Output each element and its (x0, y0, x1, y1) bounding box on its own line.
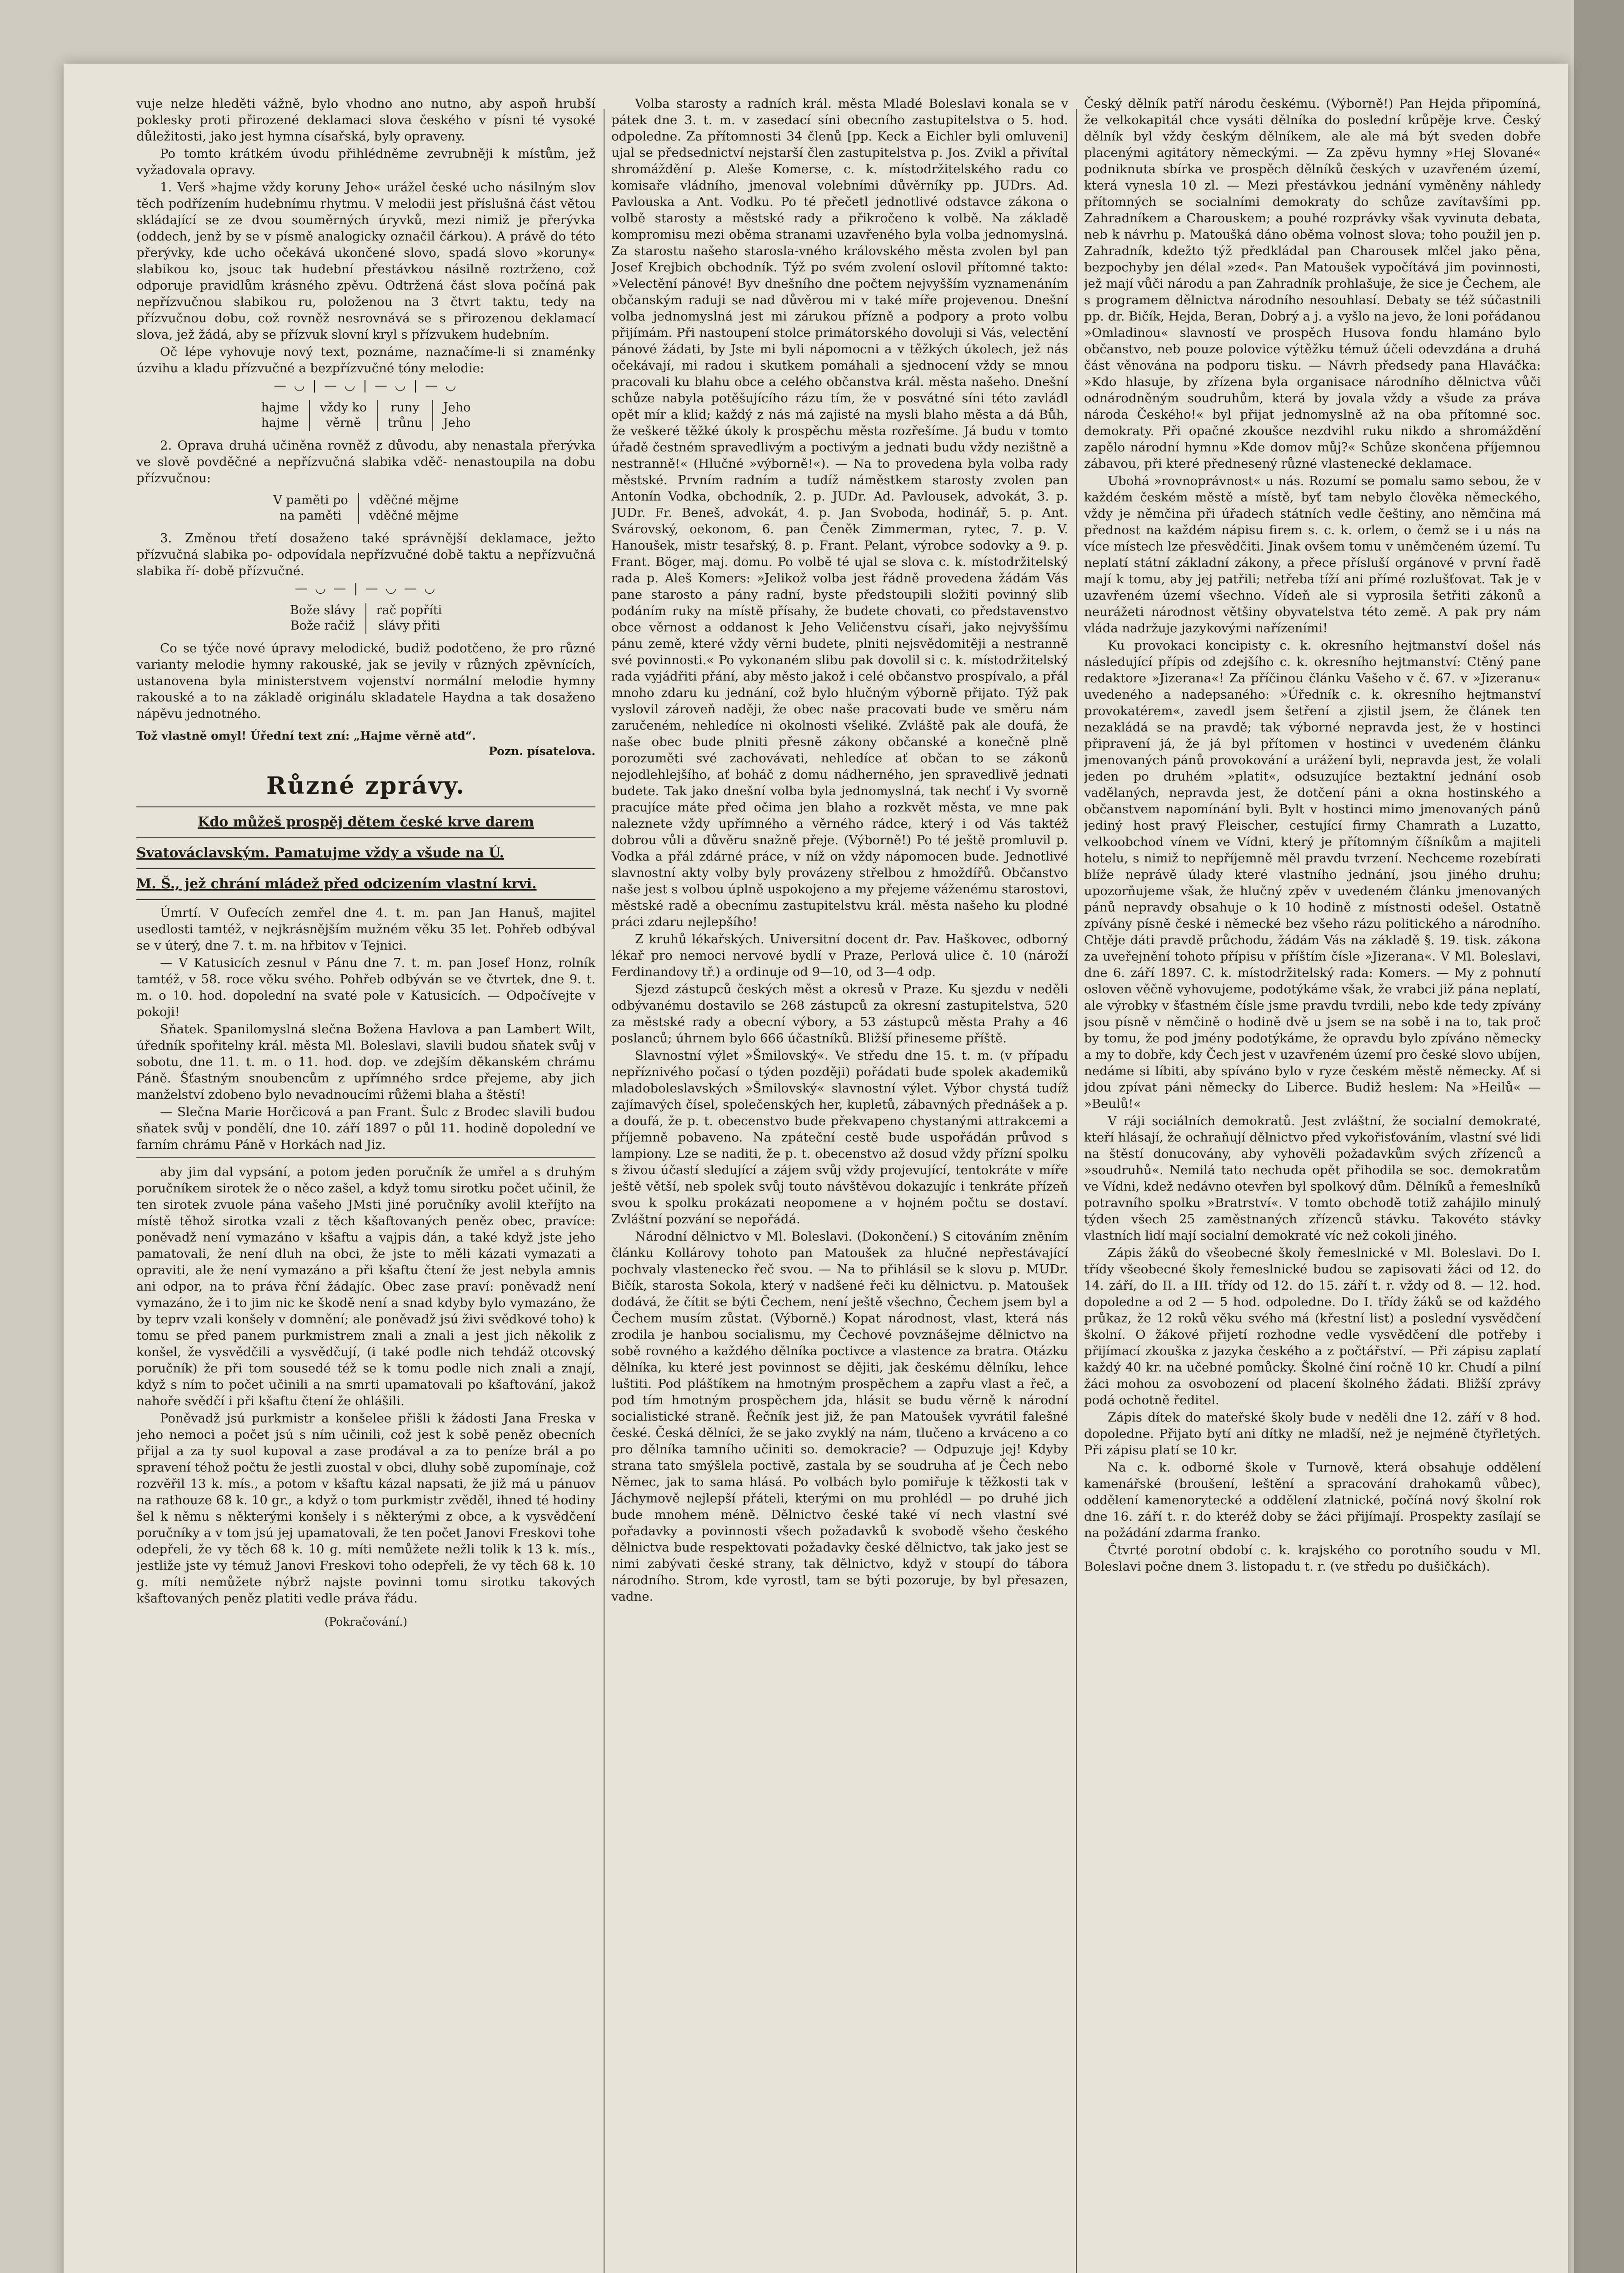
divider (136, 806, 595, 807)
news-item: Sjezd zástupců českých měst a okresů v Praze. Ku sjezdu v neděli odbývanému dostavilo se 268 zástupců za okresní zastupitelstva, 520 za městské rady a obecní výbory, a 53 zástupců města Prahy a 46 poslanců; úhrnem bylo 666 účastníků. Bližší přineseme příště. (611, 982, 1068, 1046)
news-item: Zápis dítek do mateřské školy bude v neděli dne 12. září v 8 hod. dopoledne. Přijato bytí ani dítky ne mladší, než je nejméně čtyřletých. Při zápisu platí se 10 kr. (1084, 1410, 1541, 1457)
news-item: Na c. k. odborné škole v Turnově, která obsahuje oddělení kamenářské (broušení, leštění a spracování drahokamů vůbec), oddělení kamenorytecké a oddělení zlatnické, počíná nový školní rok dne 16. září t. r. do kteréž doby se žáci přijímají. Prospekty zasílají se na požádání zdarma franko. (1084, 1460, 1541, 1540)
news-item: — V Katusicích zesnul v Pánu dne 7. t. m. pan Josef Honz, rolník tamtéž, v 58. roce věku svého. Pohřeb odbýván se ve čtvrtek, dne 9. t. m. o 10. hod. dopolední na svaté pole v Katusicích. — Odpočívejte v pokoji! (136, 956, 595, 1019)
divider (136, 837, 595, 838)
table-cell: Bože slávy (290, 603, 355, 617)
paragraph: 2. Oprava druhá učiněna rovněž z důvodu, aby nenastala přerývka ve slově povděčné a nepřízvučná slabika vděč- nenastoupila na dobu přízvučnou: (136, 438, 595, 486)
table-cell: hajme (261, 401, 299, 415)
news-item: Úmrtí. V Oufecích zemřel dne 4. t. m. pan Jan Hanuš, majitel usedlosti tamtéž, v nejkrásnějším mužném věku 35 let. Pohřeb odbýval se v úterý, dne 7. t. m. na hřbitov v Tejnici. (136, 906, 595, 953)
newspaper-page (64, 64, 1568, 2273)
melody-table-3 (280, 603, 452, 634)
news-item: Národní dělnictvo v Ml. Boleslavi. (Dokončení.) S citováním zněním článku Kollárovy tohoto pan Matoušek za hlučné nepřestávající pochvaly vlastenecko řeč svou. — Na to přihlásil se k slovu p. MUDr. Bičík, starosta Sokola, který v nadšené řeči ku dělnictvu. p. Matoušek dodává, že čítit se býti Čechem, není ještě všechno, Čechem jsem byl a Čechem musím zůstat. (Výborně.) Kopat národnost, vlast, která nás zrodila je hanbou socialismu, my Čechové povznášejme dělnictvo na sobě rovného a každého dělníka poctivce a vlastence za bratra. Otázku dělníka, ku které jest povinnost se dějiti, jak českému dělníku, lehce luštiti. Pod pláštíkem na hmotným prospěchem a zapřu vlast a řeč, a pod tím hmotným prospěchem jda, hlásit se budu věrně k národní socialistické straně. Řečník jest již, že pan Matoušek vyvrátil falešné české. Česká dělníci, že se jako zvyklý na nám, tlučeno a krváceno a co pro dělníka tamního učiniti so. demokracie? — Odpuzuje jej! Kdyby strana tato smýšlela poctivě, zastala by se soudruha ať je Čech nebo Němec, jak to sama hlásá. Po volbách bylo pomiřuje k těžkosti tak v Jáchymově nejlepší přáteli, kterými on mu prohlédl — po druhé jich bude mnohem méně. Dělnictvo české také ví nech vlastní své pořadavky a povinnosti všech požadavků k svobodě všeho českého dělnictva bude respektovati požadavky české dělnictvo, tak jako jest se nimi zabývati české strany, tak dělnictvo, když v stoupí do tábora národního. Strom, kde vyrostl, tam se býti pozoruje, by byl přesazen, vadne. (611, 1229, 1068, 1604)
appeal-banner-line: Kdo můžeš prospěj dětem české krve darem (198, 814, 534, 830)
footnote-text: Tož vlastně omyl! Úřední text zní: „Hajme věrně atd“. (136, 729, 476, 742)
paragraph: Co se týče nové úpravy melodické, budiž podotčeno, že pro různé varianty melodie hymny rakouské, jak se jevily v různých zpěvnících, ustanovena byla ministerstvem vojenství normální melodie hymny rakouské a to na základě originálu skladatele Haydna a tak dosaženo nápěvu jednotného. (136, 641, 595, 721)
column-divider (1076, 109, 1077, 2273)
page-edge-shadow (1574, 0, 1624, 2273)
table-cell: V paměti po (273, 493, 348, 507)
table-cell: hajme (261, 416, 299, 430)
table-cell: Bože račiž (290, 619, 355, 633)
paragraph: Oč lépe vyhovuje nový text, poznáme, naznačíme-li si znaménky úzvihu a kladu přízvučné a bezpřízvučné tóny melodie: (136, 345, 595, 375)
news-item: Zápis žáků do všeobecné školy řemeslnické v Ml. Boleslavi. Do I. třídy všeobecné školy řemeslnické budou se zapisovati žáci od 12. do 14. září, do II. a III. třídy od 12. do 15. září t. r. vždy od 8. — 12. hod. dopoledne a od 2 — 5 hod. odpoledne. Do I. třídy žáků se od každého průkaz, že 12 roků věku svého má (křestní list) a poslední vysvědčení školní. O žákové přijetí rozhodne vedle vysvědčení dle potřeby i přijímací zkouška z jazyka českého a z počtářství. — Při zápisu zaplatí každý 40 kr. na učebné pomůcky. Školné činí ročně 10 kr. Chudí a pilní žáci mohou za osvobození od placení školného žádati. Bližší zprávy podá ochotně ředitel. (1084, 1246, 1541, 1407)
column-divider (604, 109, 605, 2273)
news-item: Ku provokaci koncipisty c. k. okresního hejtmanství došel nás následující přípis od zdejšího c. k. okresního hejtmanství: Ctěný pane redaktore »Jizerana«! Za příčinou článku Vašeho v č. 67. v »Jizeranu« uvedeného a nadepsaného: »Úředník c. k. okresního hejtmanství provokatérem«, zavedl jsem šetření a zjistil jsem, že článek ten nezakládá se na pravdě; tak výborné nepravda jest, že v hostinci připravení já, že já byl přítomen v hostinci v uvedeném článku jmenovaných pánů provokování a urážení byli, nepravda jest, že volali jeden po druhém »platit«, odsuzujíce beztaktní jednání osob vadělaných, nepravda jest, že dotčení páni a okna hostinského a občanstvem napomínání byli. Bylt v hostinci mimo jmenovaných pánů jediný host pravý Fleischer, cestující firmy Chamrath a Luzatto, velkoobchod vínem ve Vídni, který je přítomným číšníkům a majiteli hotelu, s nimiž to nepříjemně měl pravdu tvrzení. Nechceme rozebírati blíže neprávě úlady které vlastního jednání, jsou jiného druhu; upozorňujeme však, že hlučný zpěv v uvedeném článku jmenovaných pánů nepravdy obsahuje o k 10 hodině z místnosti odešel. Ostatně zpívány písně české i německé bez všeho rázu politického a národního. Chtěje dáti pravdě průchodu, žádám Vás na základě §. 19. tisk. zákona za uveřejnění tohoto přípisu v příštím čísle »Jizerana«. V Ml. Boleslavi, dne 6. září 1897. C. k. místodržitelský rada: Komers. — My z pohnutí osloven věčně vyhovujeme, podotýkáme však, že vrabci již pána neplatí, ale výrobky v šťastném čísle jsme pravdu tvrdili, nebo kde tedy zpívány jsou písně v němčině o hodině dvě u jsem se na sobě i na to, tak proč by tomu, že pod jmény podotýkáme, že opravdu bylo zpíváno německy a my to dobře, kdy Čech jest v uzavřeném území pro české slovo ubíjen, nedáme si líbiti, aby spíváno bylo v ryze českém městě německy. Ať si jdou zpívat páni německy do Liberce. Budiž heslem: Na »Heilů« — »Beulů!« (1084, 638, 1541, 1111)
news-item: V ráji sociálních demokratů. Jest zvláštní, že socialní demokraté, kteří hlásají, že ochraňují dělnictvo před vykořisťováním, vlastní své lidi na štěstí donucovány, aby vyhověli požadavkům svých zřízenců a »soudruhů«. Nemilá tato nechuda opět přihodila se soc. demokratům ve Vídni, kdež nedávno otevřen byl spolkový dům. Dělníků a řemeslníků potravního spolku »Bratrství«. V tomto obchodě totiž zahájilo minulý týden všech 25 zaměstnaných zřízenců stávku. Takovéto stávky vlastních lidí mají socialní demokraté víc než cokoli jiného. (1084, 1114, 1541, 1243)
melody-table-1 (251, 400, 480, 431)
news-item: Z kruhů lékařských. Universitní docent dr. Pav. Haškovec, odborný lékař pro nemoci nervové bydlí v Praze, Perlová ulice č. 10 (nároží Ferdinandovy tř.) a ordinuje od 9—10, od 3—4 odp. (611, 932, 1068, 979)
table-cell: na paměti (280, 509, 342, 523)
table-cell: runy (377, 400, 433, 416)
stress-marks: — ◡ — | — ◡ — ◡ (295, 581, 437, 596)
paragraph: Po tomto krátkém úvodu přihlédněme zevrubněji k místům, jež vyžadovala opravy. (136, 146, 595, 177)
divider (136, 899, 595, 900)
news-item: — Slečna Marie Horčicová a pan Frant. Šulc z Brodec slavili budou sňatek svůj v pondělí, dne 10. září 1897 o půl 11. hodině dopolední ve farním chrámu Páně v Horkách nad Jiz. (136, 1105, 595, 1152)
column-right (1084, 95, 1541, 2096)
table-cell: Jeho (433, 416, 480, 431)
table-cell: vděčné mějme (359, 508, 469, 524)
table-cell: vždy ko (310, 400, 377, 416)
section-title: Různé zprávy. (266, 772, 466, 800)
column-left (136, 95, 595, 2273)
news-item: Ubohá »rovnoprávnost« u nás. Rozumí se pomalu samo sebou, že v každém českém městě a místě, byť tam nebylo člověka německého, vždy je němčina při úřadech státních vedle češtiny, ano němčina má přednost na každém nápisu firem s. c. k. orlem, o čemž se i u nás na více místech lze přesvědčiti. Jinak ovšem tomu v uněmčeném území. Tu neplatí státní základní zákony, a přece přísluší orgánové v první řadě mají k tomu, aby jej patřili; netřeba tíží ani přímé rozlušťovat. Tak je v uzavřeném území všechno. Vídeň ale si vyprosila šetřiti zákonů a neurážeti národnost většiny obyvatelstva této země. A pak pry nám vláda nadržuje jazykovými nařízeními! (1084, 474, 1541, 636)
appeal-banner-line: M. Š., jež chrání mládež před odcizením vlastní krvi. (136, 876, 537, 892)
divider (136, 1157, 595, 1159)
table-cell: slávy přiti (366, 618, 452, 634)
table-cell: věrně (310, 416, 377, 431)
footnote (136, 728, 595, 759)
appeal-banner-line: Svatováclavským. Pamatujme vždy a všude na Ú. (136, 845, 505, 861)
serial-text: Poněvadž jsú purkmistr a konšelee přišli k žádosti Jana Freska v jeho nemoci a počet jsú s ním učinili, což jest k sobě peněz obecních přijal a za ty suol kupoval a zase prodával a za to peníze brál a po spravení téhož počtu že jestli zuostal v obci, dluhy sobě zupomínaje, což rozvěřil 13 k. mís., a potom v kšaftu kázal napsati, že již má u pánuov na rathouze 68 k. 10 gr., a když o tom purkmistr zvěděl, ihned té hodiny šel k němu s některými konšely i s některými z obce, a k vysvědčení poručníky a v tom jsú jej upamatovali, že ten počet Janovi Freskovi tohe odepřeli, že vy těch 68 k. 10 g. míti nemůžete nežli tolik k 13 k. mís., jestliže jste vy témuž Janovi Freskovi toho odepřeli, že vy těch 68 k. 10 g. míti nemůžete nýbrž najste povinni tomu sirotku takových kšaftovaných peněz platiti vedle práva řádu. (136, 1411, 595, 1606)
column-middle (611, 95, 1068, 2273)
stress-marks: — ◡ | — ◡ | — ◡ | — ◡ (274, 378, 458, 393)
footnote-signature: Pozn. písatelova. (489, 745, 595, 758)
news-item: Český dělník patří národu českému. (Výborně!) Pan Hejda připomíná, že velkokapitál chce vysáti dělníka do poslední krůpěje krve. Český dělník byl vždy českým dělníkem, ale ale má být sveden dobře placenými agitátory německými. — Za zpěvu hymny »Hej Slované« podniknuta sbírka ve prospěch dělníků českých v uzavřeném území, která vynesla 10 zl. — Mezi přestávkou jednání vyměněny náhledy přítomných se socialními demokraty do schůze zavítavšími pp. Zahradníkem a Charouskem; a pouhé rozprávky však vyvinuta debata, neb k návrhu p. Matoušká dáno oběma volnost slova; toho použil jen p. Zahradník, kdežto týž předkládal pan Charousek mlčel jako pěna, bezpochyby jen délal »zed«. Pan Matoušek vypočítává jim povinnosti, jež mají vůči národu a pan Zahradník prohlašuje, že sice je Čechem, ale s programem dělnictva národního nesouhlasí. Debaty se též súčastnili pp. dr. Bičík, Hejda, Beran, Dobrý a j. a vyšlo na jevo, že loni pořádanou »Omladinou« slavností ve prospěch Husova fondu hlamáno bylo občanstvo, neb pouze polovice výtěžku témuž účeli odevzdána a druhá část věnována na podporu tisku. — Návrh předsedy pana Hlaváčka: »Kdo hlasuje, by zřízena byla organisace národního dělnictva vůči odnárodněným soudruhům, která by jovala vždy a všude za práva národa Českého!« byl přijat jednomyslně až na oba přítomné soc. demokraty. Při opačné zkoušce nezdvihl ruku nikdo a shromáždění zapělo národní hymnu »Kde domov můj?« Schůze skončena příjemnou zábavou, při které přednesený různé vlastenecké deklamace. (1084, 96, 1541, 471)
table-cell: Jeho (433, 400, 480, 416)
melody-table-2 (263, 493, 469, 524)
table-cell: rač popříti (366, 603, 452, 618)
news-item: Volba starosty a radních král. města Mladé Boleslavi konala se v pátek dne 3. t. m. v zasedací síni obecního zastupitelstva o 5. hod. odpoledne. Za přítomnosti 34 členů [pp. Keck a Eichler byli omluveni] ujal se předsednictví nejstarší člen zastupitelstva p. Jos. Zvikl a přivítal shromáždění p. Aleše Komerse, c. k. místodržitelského radu co komisaře vládního, jmenoval volebními důvěrníky pp. JUDrs. Ad. Pavlouska a Ant. Vodku. Po té přečetl jednotlivé odstavce zákona o volbě starosty a městské rady a přikročeno k volbě. Na základě kompromisu mezi oběma stranami uzavřeného byla volba jednomyslná. Za starostu našeho starosla-vného královského města zvolen byl pan Josef Krejbich obchodník. Týž po svém zvolení oslovil přítomné takto: »Velectění pánové! Byv dnešního dne počtem nejvyšším vyznamenáním občanským raduji se nad důvěrou mi v také míře projevenou. Dnešní volba jednomyslná jest mi zárukou přízně a podpory a proto volbu přijímám. Při nastoupení stolce primátorského dovoluji si Vás, velectění pánové žádati, by Jste mi byli nápomocni a v těžkých úkolech, jež nás očekávají, mi radou i skutkem pomáhali a sjednocení vždy se mnou pracovali ku blahu obce a celého občanstva král. města našeho. Dnešní schůze nabyla potěšujícího rázu tím, že v posvátné síni této zavládl opět mír a klid; každý z nás má zajisté na mysli blaho města a dá Bůh, že veškeré těžké úkoly k prospěchu města rozřešíme. Já budu v tomto úřadě čestném spravedlivým a poctivým a jednati budu vždy nezištně a nestranně!« (Hlučné »výborně!«). — Na to provedena byla volba rady městské. Prvním radním a tudíž náměstkem starosty zvolen pan Antonín Vodka, obchodník, 2. p. JUDr. Ad. Pavlousek, advokát, 3. p. JUDr. Fr. Beneš, advokát, 4. p. Jan Svoboda, hodinář, 5. p. Ant. Svárovský, oekonom, 6. pan Čeněk Zimmerman, rytec, 7. p. V. Hanoušek, mistr tesařský, 8. p. Frant. Pelant, výrobce sodovky a 9. p. Frant. Böger, maj. domu. Po volbě té ujal se slova c. k. místodržitelský rada p. Aleš Komers: »Jelikož volba jest řádně provedena žádám Vás pane starosto a pány radní, byste předstoupili složiti povinný slib podáním ruky na místě přísahy, že budete chovati, co představenstvo obce věrnost a oddanost k Jeho Veličenstvu císaři, jako nejvyššímu pánu země, které vždy věrni budete, plniti nejsvědomitěji a nestranně své povinnosti.« Po vykonaném slibu pak dovolil si c. k. místodržitelský rada vyjádřiti přání, aby město jakož i celé občanstvo prospívalo, a přál mnoho zdaru ku jednání, což bylo hlučným výborně přijato. Týž pak vyslovil zároveň naději, že obec naše pracovati bude ve směru nám zaručeném, nehledíce ni okolnosti všeliké. Zvláště pak ale doufá, že naše obec bude plniti přesně zákony občanské a konečně plně porozuměti své zachovávati, nehledíce ať občan to se zákonů nejodlehlejšího, ať boháč z domu nádherného, jen spravedlivě jednati budete. Tak jako dnešní volba byla jednomyslná, tak nechť i Vy svorně pracujíce máte před očima jen blaho a rozkvět města, ve mne pak naleznete vždy upřímného a věrného rádce, který i od Vás taktéž dobrou vůli a důvěru snažně přeje. (Výborně!) Po té ještě promluvil p. Vodka a přál zdárné práce, v níž on vždy nápomocen bude. Jednotlivé slavnostní akty volby byly provázeny střelbou z hmoždířů. Občanstvo naše jest s volbou úplně uspokojeno a my přejeme váženému starostovi, městské radě a obecnímu zastupitelstvu král. města našeho ku plodné práci zdaru nejlepšího! (611, 96, 1068, 929)
serial-text: aby jim dal vypsání, a potom jeden poručník že umřel a s druhým poručníkem sirotek že o něco zašel, a když tomu sirotku počet učinil, že ten sirotek zvuole pána vašeho JMsti jiné poručníky avolil kteříjto na místě těhož sirotka vzali z těch kšaftovaných peněz obec, pravíce: poněvadž není vymazáno v kšaftu a vajpis dán, a také když jste jeho pamatovali, že není dluh na obci, že jste to měli kázati vymazati a opraviti, ale že není vymazáno a při kšaftu čtení že jest nebyla amnis ani odpor, na to práva řční žádajíc. Obec zase praví: poněvadž není vymazáno, že i to jim nic ke škodě není a snad kdyby bylo vymazáno, že by teprv vzali konšely v domnění; ale poněvadž jsú živi svědkové toho) k tomu se před panem purkmistrem znali a znali a jest jich několik z konšel, že vysvědčili a vysvědčují, (i také podle nich tehdáž otcovský poručník) že při tom sousedé též se k tomu podle nich znali a znají, když s ním to počet učinili a na smrti upamatovali po kšaftování, jakož nahoře svědčí i při kšaftu čtení že ohlášili. (136, 1165, 595, 1408)
table-cell: trůnu (377, 416, 433, 431)
continuation-note: (Pokračování.) (324, 1615, 408, 1628)
divider (136, 868, 595, 869)
news-item: Čtvrté porotní období c. k. krajského co porotního soudu v Ml. Boleslavi počne dnem 3. listopadu t. r. (ve středu po dušičkách). (1084, 1543, 1541, 1574)
news-item: Sňatek. Spanilomyslná slečna Božena Havlova a pan Lambert Wilt, úředník spořitelny král. města Ml. Boleslavi, slavili budou sňatek svůj v sobotu, dne 11. t. m. o 11. hod. dop. ve zdejším děkanském chrámu Páně. Šťastným snoubencům z upřímného srdce přejeme, aby jich manželství zdobeno bylo nevadnoucími růžemi blaha a štěstí! (136, 1022, 595, 1102)
paragraph: 3. Změnou třetí dosaženo také správnější deklamace, ježto přízvučná slabika po- odpovídala nepřízvučné době taktu a nepřízvučná slabika ří- době přízvučné. (136, 531, 595, 578)
paragraph: vuje nelze hleděti vážně, bylo vhodno ano nutno, aby aspoň hrubší poklesky proti přirozené deklamaci slova českého v písni té vysoké důležitosti, jako jest hymna císařská, byly opraveny. (136, 96, 595, 144)
table-cell: vděčné mějme (359, 493, 469, 508)
news-item: Slavnostní výlet »Šmilovský«. Ve středu dne 15. t. m. (v případu nepříznivého počasí o týden později) pořádati bude spolek akademiků mladoboleslavských »Šmilovský« slavnostní výlet. Výbor chystá tudíž zajímavých čísel, společenských her, kupletů, zábavných přednášek a p. a doufá, že p. t. obecenstvo bude překvapeno chystanými attrakcemi a příjemně pobaveno. Na zpáteční cestě bude uspořádán průvod s lampiony. Lze se naditi, že p. t. obecenstvo až dosud vždy přízní spolku s živou účastí sledující a zájem svůj vždy projevující, tentokráte v míře ještě větší, neb spolek svůj touto návštěvou dokazujíc i tenkráte přízeň svou k spolku prokázati neopomene a v hojném počtu se dostaví. Zvláštní pozvání se nepořádá. (611, 1048, 1068, 1227)
paragraph: 1. Verš »hajme vždy koruny Jeho« urážel české ucho násilným slov těch podřízením hudebnímu rhytmu. V melodii jest příslušná část větou skládající se ze dvou souměrných úryvků, mezi nimiž je přerývka (oddech, jenž by se v písmě analogicky označil čárkou). A právě do této přerývky, kde ucho očekává ukončené slovo, spadá slovo »koruny« slabikou ko, jsouc tak hudební přestávkou násilně roztrženo, což odporuje pravidlům krásného zpěvu. Odtržená část slova počíná pak nepřízvučnou slabikou ru, položenou na 3 čtvrt taktu, tedy na přízvučnou dobu, což rovněž nesrovnává se s přirozenou deklamací slova, jež žádá, aby se přízvuk slovní kryl s přízvukem hudebním. (136, 180, 595, 342)
